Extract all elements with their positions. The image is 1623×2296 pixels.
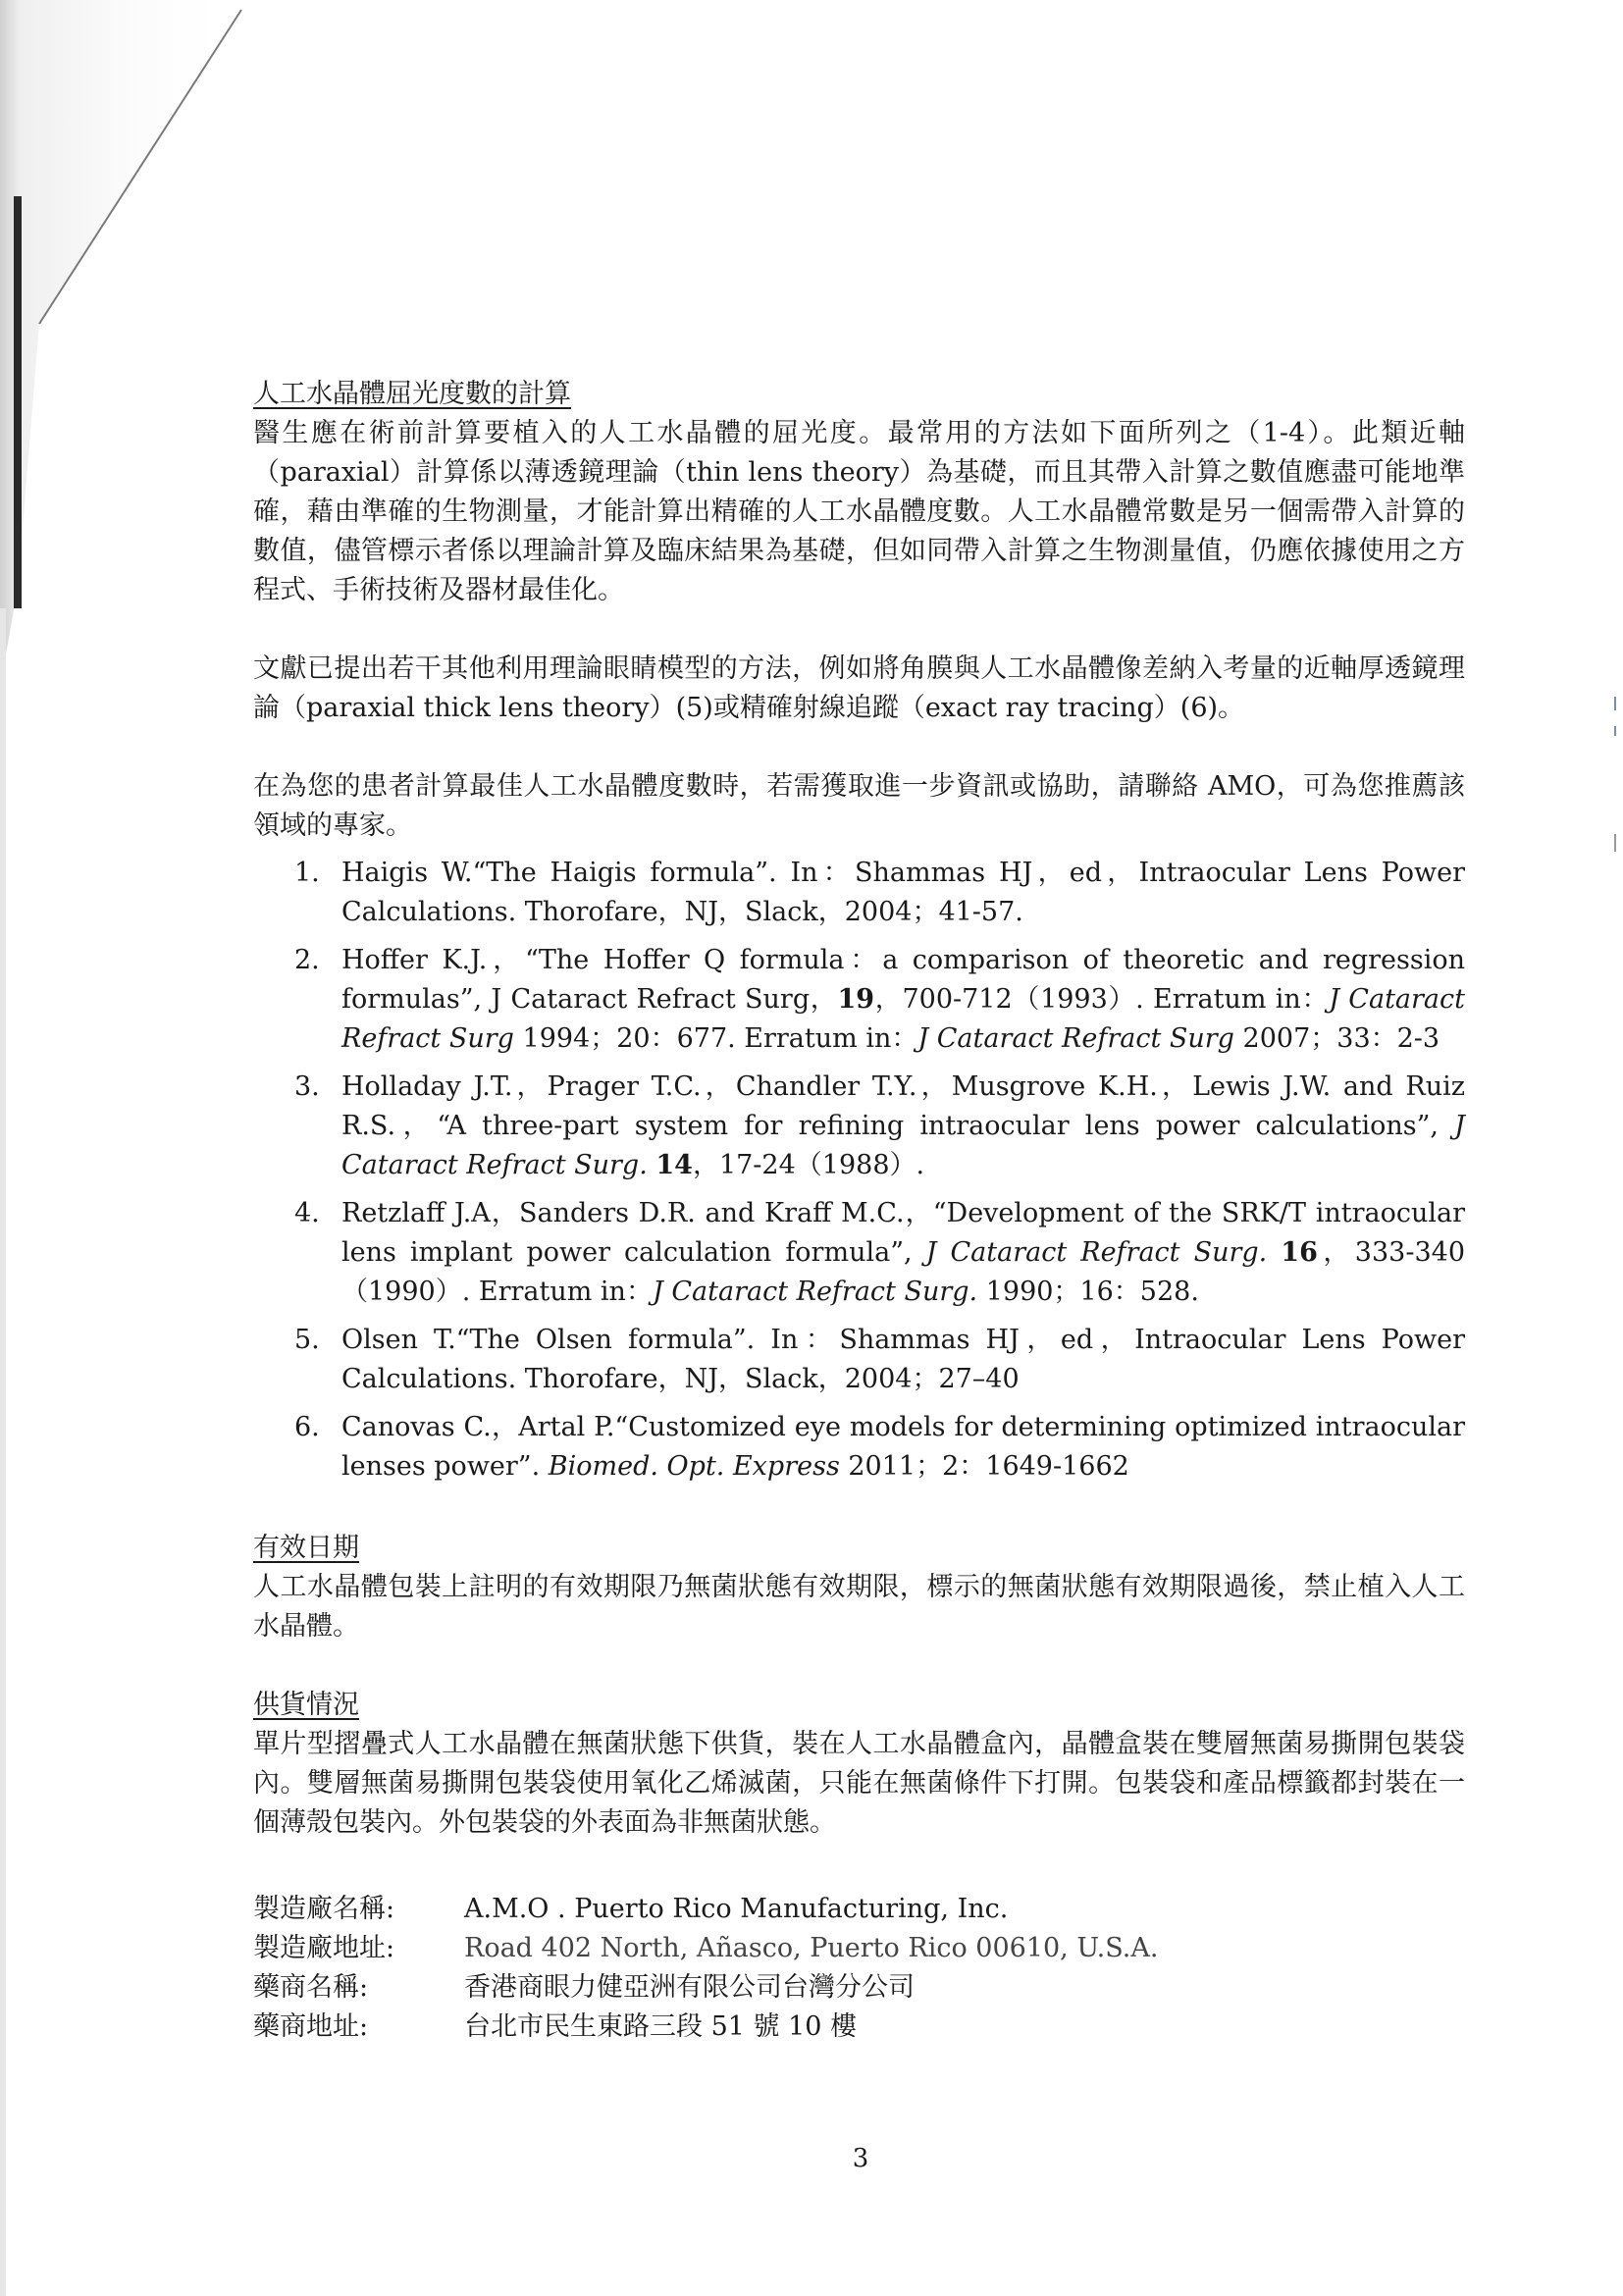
paragraph-supply: 單片型摺疊式人工水晶體在無菌狀態下供貨，裝在人工水晶體盒內，晶體盒裝在雙層無菌易撕開包裝袋內。雙層無菌易撕開包裝袋使用氧化乙烯滅菌，只能在無菌條件下打開。包裝袋和產品標籤都封裝在一個薄殼包裝內。外包裝袋的外表面為非無菌狀態。 [253, 1729, 1465, 1838]
reference-text-part: Olsen T.“The Olsen formula”. In：Shammas HJ，ed，Intraocular Lens Power Calculations. Thorofare，NJ，Slack，2004；27–40 [341, 1325, 1465, 1394]
reference-text-part: ，700-712（1993）. Erratum in： [874, 984, 1330, 1015]
reference-text-part: 14 [655, 1150, 693, 1180]
reference-text-part: Canovas C.，Artal P.“Customized eye models for determining optimized intraocular lenses power”. [341, 1412, 1465, 1482]
reference-number: 1. [294, 858, 320, 888]
reference-text-part: J Cataract Refract Surg [341, 984, 1465, 1054]
reference-text-part: J Cataract Refract Surg. [652, 1277, 978, 1307]
reference-number: 6. [294, 1412, 320, 1442]
info-row [253, 1968, 1465, 2008]
info-value: 香港商眼力健亞洲有限公司台灣分公司 [464, 1972, 915, 2003]
manufacturer-info [253, 1890, 1465, 2047]
paragraph-expiry: 人工水晶體包裝上註明的有效期限乃無菌狀態有效期限，標示的無菌狀態有效期限過後，禁止植入人工水晶體。 [253, 1572, 1465, 1642]
page-number: 3 [852, 2144, 869, 2173]
edge-marks [1611, 687, 1619, 883]
document-body [253, 375, 1465, 2047]
info-value: A.M.O . Puerto Rico Manufacturing, Inc. [464, 1894, 1009, 1924]
reference-text-part: ，333-340（1990）. Erratum in： [341, 1237, 1466, 1307]
reference-text [341, 854, 1465, 932]
reference-text-part: J Cataract Refract Surg. [925, 1237, 1268, 1268]
info-value: 台北市民生東路三段 51 號 10 樓 [464, 2011, 858, 2042]
reference-item [253, 1408, 1465, 1487]
paragraph-contact-amo: 在為您的患者計算最佳人工水晶體度數時，若需獲取進一步資訊或協助，請聯絡 AMO，可為您推薦該領域的專家。 [253, 771, 1465, 841]
reference-number: 4. [294, 1198, 320, 1228]
reference-text-part: 1994；20：677. Erratum in： [513, 1023, 918, 1054]
reference-item [253, 854, 1465, 932]
reference-text-part [1267, 1237, 1281, 1268]
reference-text-part: Hoffer K.J.，“The Hoffer Q formula：a comparison of theoretic and regression formulas”, J Cataract Refract Surg， [341, 945, 1465, 1015]
reference-text [341, 1194, 1465, 1312]
info-row [253, 2008, 1465, 2047]
reference-text [341, 1321, 1465, 1399]
reference-text-part: 19 [837, 984, 875, 1015]
reference-text-part: 16 [1281, 1237, 1318, 1268]
paragraph-other-methods: 文獻已提出若干其他利用理論眼睛模型的方法，例如將角膜與人工水晶體像差納入考量的近軸厚透鏡理論（paraxial thick lens theory）(5)或精確射線追蹤（exact ray tracing）(6)。 [253, 653, 1465, 723]
reference-number: 5. [294, 1325, 320, 1355]
reference-item [253, 1321, 1465, 1399]
reference-text-part: 2007；33：2-3 [1233, 1023, 1440, 1054]
info-label: 製造廠地址: [253, 1933, 395, 1963]
reference-text-part: Retzlaff J.A，Sanders D.R. and Kraff M.C.，“Development of the SRK/T intraocular lens implant power calculation formula”, [341, 1198, 1465, 1268]
section-heading-iol-power: 人工水晶體屈光度數的計算 [253, 379, 571, 409]
reference-text [341, 1068, 1465, 1185]
reference-number: 2. [294, 945, 320, 975]
reference-item [253, 941, 1465, 1059]
info-row [253, 1890, 1465, 1929]
info-label: 藥商名稱: [253, 1972, 369, 2003]
reference-text [341, 1408, 1465, 1487]
section-heading-expiry: 有效日期 [253, 1533, 359, 1563]
reference-text-part: Biomed. Opt. Express [548, 1451, 840, 1482]
reference-text-part: Haigis W.“The Haigis formula”. In：Shammas HJ，ed，Intraocular Lens Power Calculations. Thorofare，NJ，Slack，2004；41-57. [341, 858, 1465, 927]
info-label: 藥商地址: [253, 2011, 369, 2042]
paragraph-iol-calculation: 醫生應在術前計算要植入的人工水晶體的屈光度。最常用的方法如下面所列之（1-4）。此類近軸（paraxial）計算係以薄透鏡理論（thin lens theory）為基礎，而且其帶入計算之數值應盡可能地準確，藉由準確的生物測量，才能計算出精確的人工水晶體度數。人工水晶體常數是另一個需帶入計算的數值，儘管標示者係以理論計算及臨床結果為基礎，但如同帶入計算之生物測量值，仍應依據使用之方程式、手術技術及器材最佳化。 [253, 418, 1465, 605]
reference-text-part: 1990；16：528. [977, 1277, 1199, 1307]
scan-edge-shadow [0, 0, 255, 2296]
reference-text-part: J Cataract Refract Surg. [341, 1111, 1465, 1180]
info-row [253, 1929, 1465, 1968]
section-heading-supply: 供貨情況 [253, 1690, 359, 1720]
reference-text-part: Holladay J.T.，Prager T.C.，Chandler T.Y.，Musgrove K.H.，Lewis J.W. and Ruiz R.S.，“A three-part system for refining intraocular lens power calculations”, [341, 1071, 1465, 1141]
reference-number: 3. [294, 1071, 320, 1102]
reference-item [253, 1194, 1465, 1312]
reference-text-part: J Cataract Refract Surg [917, 1023, 1234, 1054]
reference-text [341, 941, 1465, 1059]
info-label: 製造廠名稱: [253, 1894, 395, 1924]
reference-text-part: 2011；2：1649-1662 [839, 1451, 1129, 1482]
reference-text-part: ，17-24（1988）. [692, 1150, 925, 1180]
reference-item [253, 1068, 1465, 1185]
info-value: Road 402 North, Añasco, Puerto Rico 00610, U.S.A. [464, 1933, 1159, 1963]
reference-list [253, 854, 1465, 1487]
